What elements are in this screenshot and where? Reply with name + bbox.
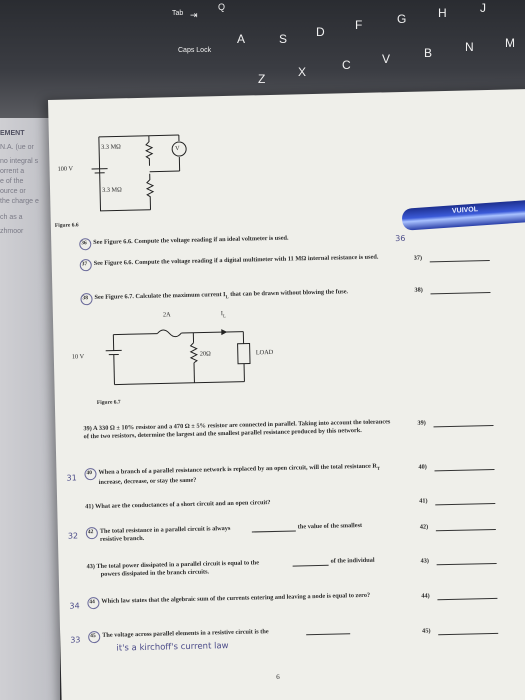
q43-inline-blank xyxy=(293,565,329,567)
q36-text: See Figure 6.6. Compute the voltage reading if an ideal voltmeter is used. xyxy=(93,234,289,247)
q45-answer-number: 45) xyxy=(422,627,431,635)
key-n: N xyxy=(465,40,474,54)
scrap-text: ource or xyxy=(0,188,26,195)
q45-inline-blank xyxy=(306,633,350,635)
key-m: M xyxy=(505,36,515,50)
tab-arrow-icon: ⇥ xyxy=(190,10,198,20)
load-label: LOAD xyxy=(255,348,274,357)
handwritten-margin-32: 32 xyxy=(67,531,79,541)
figure-6-7-caption: Figure 6.7 xyxy=(96,399,121,406)
resistor-20-label: 20Ω xyxy=(199,350,211,358)
q42-text-b-2: resistive branch. xyxy=(99,534,145,543)
q42-inline-blank xyxy=(252,530,296,532)
q38-answer-number: 38) xyxy=(414,286,423,294)
handwritten-margin-33: 33 xyxy=(70,635,81,645)
q42-number: 42 xyxy=(87,529,94,536)
key-z: Z xyxy=(258,72,266,86)
key-tab: Tab xyxy=(172,10,184,17)
key-s: S xyxy=(279,32,288,46)
q43-answer-number: 43) xyxy=(420,557,430,565)
voltmeter-label: V xyxy=(175,145,180,153)
r2-label: 3.3 MΩ xyxy=(101,186,122,194)
scrap-text: N.A. (ue or xyxy=(0,144,34,151)
q40-answer-line xyxy=(435,469,495,471)
q37-number: 37 xyxy=(81,261,88,268)
key-a: A xyxy=(237,32,246,46)
q38-number: 38 xyxy=(82,295,89,302)
q43-text-b-2: powers dissipated in the branch circuits. xyxy=(100,568,210,578)
q40-number: 40 xyxy=(86,470,93,477)
scrap-text: orrent a xyxy=(0,168,25,175)
q42-text-a: The total resistance in a parallel circuit is always xyxy=(99,524,231,535)
q39-text: 39) A 330 Ω ± 10% resistor and a 470 Ω ± 5% resistor are connected in parallel. Taking into account the tolerances of the two resistors, determine the largest and the smallest parallel resistance produced by this network. xyxy=(83,418,391,441)
key-f: F xyxy=(355,18,363,32)
q45-number: 45 xyxy=(90,633,96,640)
q37-answer-number: 37) xyxy=(413,254,423,262)
q41-answer-number: 41) xyxy=(419,497,428,505)
page-number: 6 xyxy=(276,672,280,681)
figure-6-6-caption: Figure 6.6 xyxy=(54,222,79,229)
source-10v-label: 10 V xyxy=(71,353,85,361)
handwritten-margin-31: 31 xyxy=(66,473,77,483)
key-q: Q xyxy=(218,2,226,12)
scrap-text: zhmoor xyxy=(0,228,24,235)
key-v: V xyxy=(382,52,391,66)
scrap-text: ch as a xyxy=(0,214,23,221)
q45-text: The voltage across parallel elements in a resistive circuit is the xyxy=(102,628,269,639)
key-x: X xyxy=(298,65,307,79)
q42-answer-line xyxy=(436,529,496,531)
q44-number: 44 xyxy=(89,599,95,606)
handwritten-margin-34: 34 xyxy=(69,601,80,611)
worksheet-page xyxy=(48,89,525,700)
q38-answer-line xyxy=(430,292,490,294)
handwritten-answer-kirchhoff: it's a kirchoff's current law xyxy=(116,641,229,654)
q42-text-b-1: the value of the smallest xyxy=(297,521,363,531)
fuse-label: 2A xyxy=(162,311,171,319)
q36-number: 36 xyxy=(81,240,87,247)
q40-answer-number: 40) xyxy=(418,463,427,471)
scrap-text: no integral s xyxy=(0,158,39,165)
key-b: B xyxy=(424,46,433,60)
q38-text: See Figure 6.7. Calculate the maximum current $I_L$ that can be drawn without blowing the fuse. xyxy=(94,288,349,301)
q43-text-a: 43) The total power dissipated in a parallel circuit is equal to the xyxy=(86,559,260,571)
r1-label: 3.3 MΩ xyxy=(101,143,121,151)
key-h: H xyxy=(438,6,447,20)
q41-text: 41) What are the conductances of a short circuit and an open circuit? xyxy=(85,499,271,511)
scrap-text: e of the xyxy=(0,178,24,185)
q43-text-b-1: of the individual xyxy=(330,556,375,565)
q40-text: When a branch of a parallel resistance network is replaced by an open circuit, will the total resistance $R_T$ increase, decrease, or stay the same? xyxy=(98,462,381,487)
figure-6-6-circuit xyxy=(69,126,211,219)
key-caps-lock: Caps Lock xyxy=(178,47,212,54)
figure-6-7-circuit xyxy=(93,319,265,393)
q44-text: Which law states that the algebraic sum of the currents entering and leaving a node is equal to zero? xyxy=(101,591,371,605)
key-c: C xyxy=(342,58,351,72)
q45-answer-line xyxy=(438,633,498,635)
q37-text: See Figure 6.6. Compute the voltage reading if a digital multimeter with 11 MΩ internal resistance is used. xyxy=(93,253,379,268)
current-label: $I_L$ xyxy=(220,310,226,319)
q39-answer-number: 39) xyxy=(417,419,426,427)
scrap-text: the charge e xyxy=(0,198,39,205)
q42-answer-number: 42) xyxy=(419,523,429,531)
scrap-text: EMENT xyxy=(0,130,25,137)
source-100v-label: 100 V xyxy=(57,165,74,173)
q39-answer-line xyxy=(434,425,494,427)
key-g: G xyxy=(397,12,407,26)
handwritten-margin-36: 36 xyxy=(395,233,406,244)
key-d: D xyxy=(316,25,325,39)
q41-answer-line xyxy=(435,503,495,505)
q37-answer-line xyxy=(430,260,490,262)
pen-label: VUIVOL xyxy=(451,206,479,215)
key-j: J xyxy=(480,1,486,15)
q44-answer-line xyxy=(437,598,497,600)
q44-answer-number: 44) xyxy=(421,592,430,600)
q43-answer-line xyxy=(437,563,497,565)
